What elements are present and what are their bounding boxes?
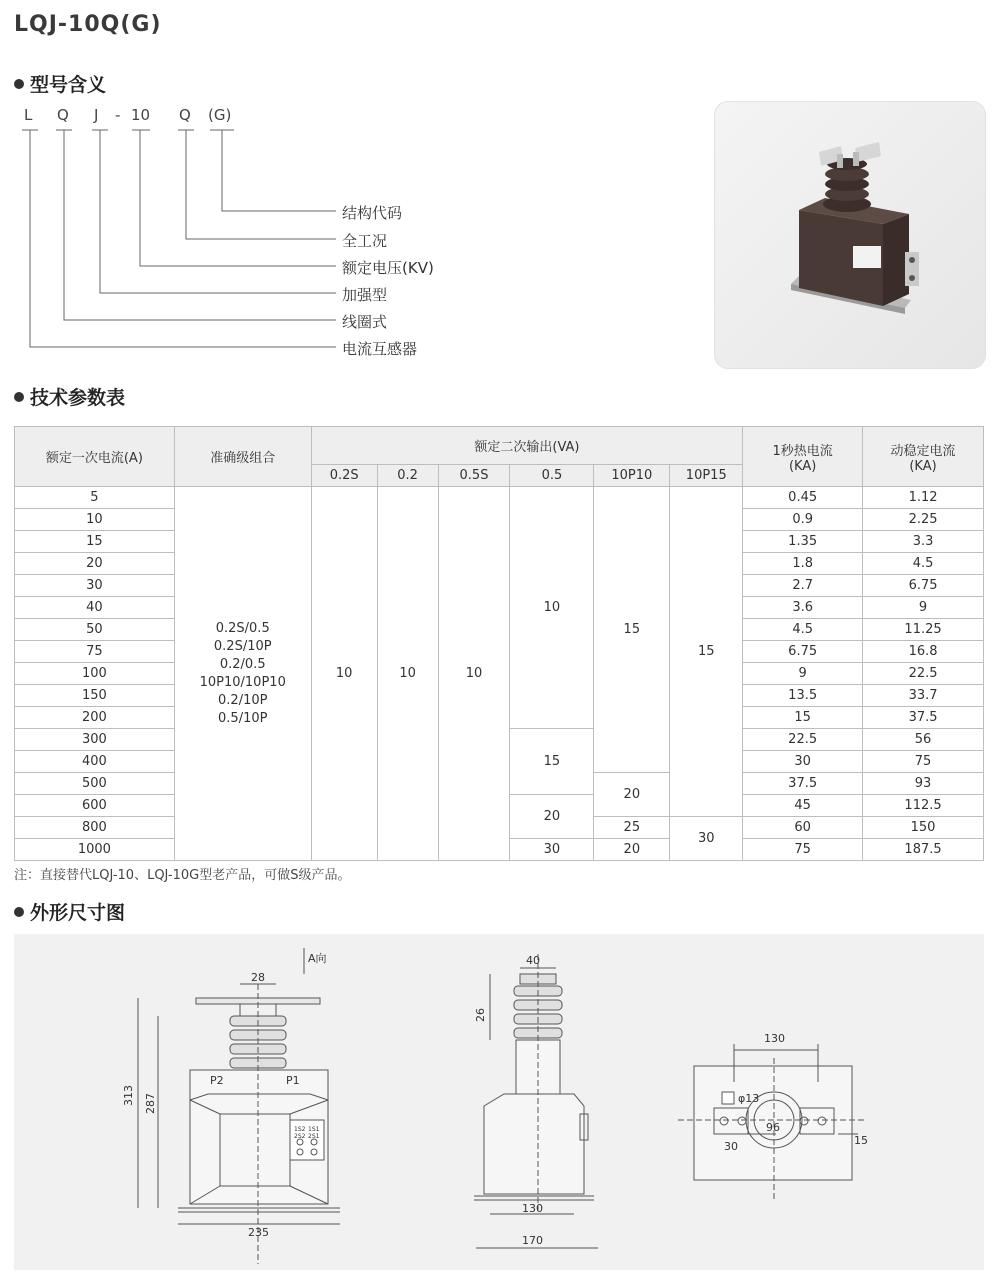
cell-thermal: 1.35 xyxy=(743,531,863,553)
cell-dynamic: 75 xyxy=(863,751,984,773)
cell-thermal: 2.7 xyxy=(743,575,863,597)
model-label-reinforced: 加强型 xyxy=(342,286,388,304)
dim-bottom-left: 30 xyxy=(724,1140,738,1153)
dim-front-body-height: 287 xyxy=(144,1093,157,1114)
cell-output-05: 10 xyxy=(510,487,594,729)
cell-output-10p10: 25 xyxy=(594,817,670,839)
cell-output-10p15: 15 xyxy=(670,487,743,817)
terminal-p2: P2 xyxy=(210,1074,224,1087)
header-class-10p15: 10P15 xyxy=(670,465,743,487)
cell-output-10p10: 20 xyxy=(594,773,670,817)
terminal-1s2: 1S2 xyxy=(294,1126,306,1133)
dim-bottom-width: 130 xyxy=(764,1032,785,1045)
cell-current: 400 xyxy=(15,751,175,773)
cell-output-02: 10 xyxy=(377,487,438,861)
cell-current: 200 xyxy=(15,707,175,729)
cell-dynamic: 16.8 xyxy=(863,641,984,663)
cell-thermal: 1.8 xyxy=(743,553,863,575)
cell-dynamic: 22.5 xyxy=(863,663,984,685)
header-rated-primary: 额定一次电流(A) xyxy=(15,427,175,487)
model-label-condition: 全工况 xyxy=(342,232,388,250)
code-char-l: L xyxy=(24,106,33,124)
cell-dynamic: 1.12 xyxy=(863,487,984,509)
cell-thermal: 13.5 xyxy=(743,685,863,707)
cell-current: 1000 xyxy=(15,839,175,861)
cell-accuracy-combos: 0.2S/0.5 0.2S/10P 0.2/0.5 10P10/10P10 0.2/10P 0.5/10P xyxy=(174,487,311,861)
cell-output-05: 15 xyxy=(510,729,594,795)
terminal-2s2: 2S2 xyxy=(294,1133,306,1140)
cell-current: 50 xyxy=(15,619,175,641)
table-note: 注：直接替代LQJ-10、LQJ-10G型老产品，可做S级产品。 xyxy=(14,868,351,883)
header-thermal: 1秒热电流 (KA) xyxy=(743,427,863,487)
dim-side-total: 170 xyxy=(522,1234,543,1247)
cell-output-05: 30 xyxy=(510,839,594,861)
section-heading-dimensions: 外形尺寸图 xyxy=(14,898,125,925)
cell-output-05s: 10 xyxy=(438,487,510,861)
spec-table xyxy=(14,426,984,861)
cell-current: 30 xyxy=(15,575,175,597)
cell-dynamic: 187.5 xyxy=(863,839,984,861)
header-class-05s: 0.5S xyxy=(438,465,510,487)
cell-dynamic: 2.25 xyxy=(863,509,984,531)
bracket-line-q xyxy=(64,130,336,320)
cell-current: 500 xyxy=(15,773,175,795)
bracket-line-10 xyxy=(140,130,336,266)
product-photo xyxy=(714,101,986,369)
cell-thermal: 6.75 xyxy=(743,641,863,663)
model-label-structure: 结构代码 xyxy=(342,204,403,222)
cell-current: 100 xyxy=(15,663,175,685)
header-class-02: 0.2 xyxy=(377,465,438,487)
cell-thermal: 30 xyxy=(743,751,863,773)
cell-output-10p10: 15 xyxy=(594,487,670,773)
model-code-diagram xyxy=(0,0,460,370)
cell-current: 40 xyxy=(15,597,175,619)
dim-side-top: 40 xyxy=(526,954,540,967)
page-title: LQJ-10Q(G) xyxy=(14,12,162,37)
cell-dynamic: 4.5 xyxy=(863,553,984,575)
terminal-p1: P1 xyxy=(286,1074,300,1087)
cell-thermal: 9 xyxy=(743,663,863,685)
cell-output-10p15: 30 xyxy=(670,817,743,861)
cell-thermal: 15 xyxy=(743,707,863,729)
dim-bottom-mid: 96 xyxy=(766,1121,780,1134)
header-class-02s: 0.2S xyxy=(311,465,377,487)
model-label-voltage: 额定电压(KV) xyxy=(342,259,434,277)
cell-thermal: 0.45 xyxy=(743,487,863,509)
header-dynamic: 动稳定电流 (KA) xyxy=(863,427,984,487)
bracket-line-q2 xyxy=(186,130,336,239)
cell-output-10p10: 20 xyxy=(594,839,670,861)
cell-dynamic: 3.3 xyxy=(863,531,984,553)
cell-thermal: 75 xyxy=(743,839,863,861)
cell-thermal: 45 xyxy=(743,795,863,817)
cell-thermal: 37.5 xyxy=(743,773,863,795)
cell-dynamic: 93 xyxy=(863,773,984,795)
cell-thermal: 0.9 xyxy=(743,509,863,531)
cell-output-02s: 10 xyxy=(311,487,377,861)
bracket-line-g xyxy=(222,130,336,211)
model-label-transformer: 电流互感器 xyxy=(342,340,418,358)
cell-dynamic: 56 xyxy=(863,729,984,751)
cell-thermal: 60 xyxy=(743,817,863,839)
cell-current: 15 xyxy=(15,531,175,553)
section-heading-model: 型号含义 xyxy=(14,70,106,97)
code-char-j: J xyxy=(94,106,99,124)
cell-thermal: 22.5 xyxy=(743,729,863,751)
bullet-icon xyxy=(14,392,24,402)
cell-thermal: 4.5 xyxy=(743,619,863,641)
cell-current: 800 xyxy=(15,817,175,839)
dim-bottom-right: 15 xyxy=(854,1134,868,1147)
code-char-dash: - xyxy=(115,106,121,124)
cell-current: 150 xyxy=(15,685,175,707)
cell-current: 600 xyxy=(15,795,175,817)
header-class-10p10: 10P10 xyxy=(594,465,670,487)
dim-bottom-hole: φ13 xyxy=(738,1092,760,1105)
code-char-q: Q xyxy=(57,106,69,124)
table-row xyxy=(15,487,984,509)
cell-dynamic: 33.7 xyxy=(863,685,984,707)
terminal-1s1: 1S1 xyxy=(308,1126,320,1133)
code-char-10: 10 xyxy=(131,106,151,124)
cell-current: 10 xyxy=(15,509,175,531)
model-label-coil: 线圈式 xyxy=(342,313,388,331)
view-arrow-label: A向 xyxy=(308,952,327,965)
dim-front-top: 28 xyxy=(251,971,265,984)
terminal-2s1: 2S1 xyxy=(308,1133,320,1140)
cell-dynamic: 112.5 xyxy=(863,795,984,817)
cell-dynamic: 37.5 xyxy=(863,707,984,729)
dim-front-base: 235 xyxy=(248,1226,269,1239)
cell-current: 75 xyxy=(15,641,175,663)
header-secondary-output: 额定二次输出(VA) xyxy=(311,427,743,465)
cell-dynamic: 11.25 xyxy=(863,619,984,641)
cell-dynamic: 6.75 xyxy=(863,575,984,597)
bullet-icon xyxy=(14,907,24,917)
cell-dynamic: 9 xyxy=(863,597,984,619)
code-char-g: (G) xyxy=(208,106,232,124)
dim-side-base: 130 xyxy=(522,1202,543,1215)
cell-current: 20 xyxy=(15,553,175,575)
cell-current: 5 xyxy=(15,487,175,509)
cell-output-05: 20 xyxy=(510,795,594,839)
cell-dynamic: 150 xyxy=(863,817,984,839)
section-heading-params: 技术参数表 xyxy=(14,383,125,410)
cell-current: 300 xyxy=(15,729,175,751)
cell-thermal: 3.6 xyxy=(743,597,863,619)
code-char-q2: Q xyxy=(179,106,191,124)
header-accuracy: 准确级组合 xyxy=(174,427,311,487)
dimension-drawing xyxy=(14,934,984,1270)
header-class-05: 0.5 xyxy=(510,465,594,487)
dim-front-total-height: 313 xyxy=(122,1085,135,1106)
dim-side-neck: 26 xyxy=(474,1008,487,1022)
